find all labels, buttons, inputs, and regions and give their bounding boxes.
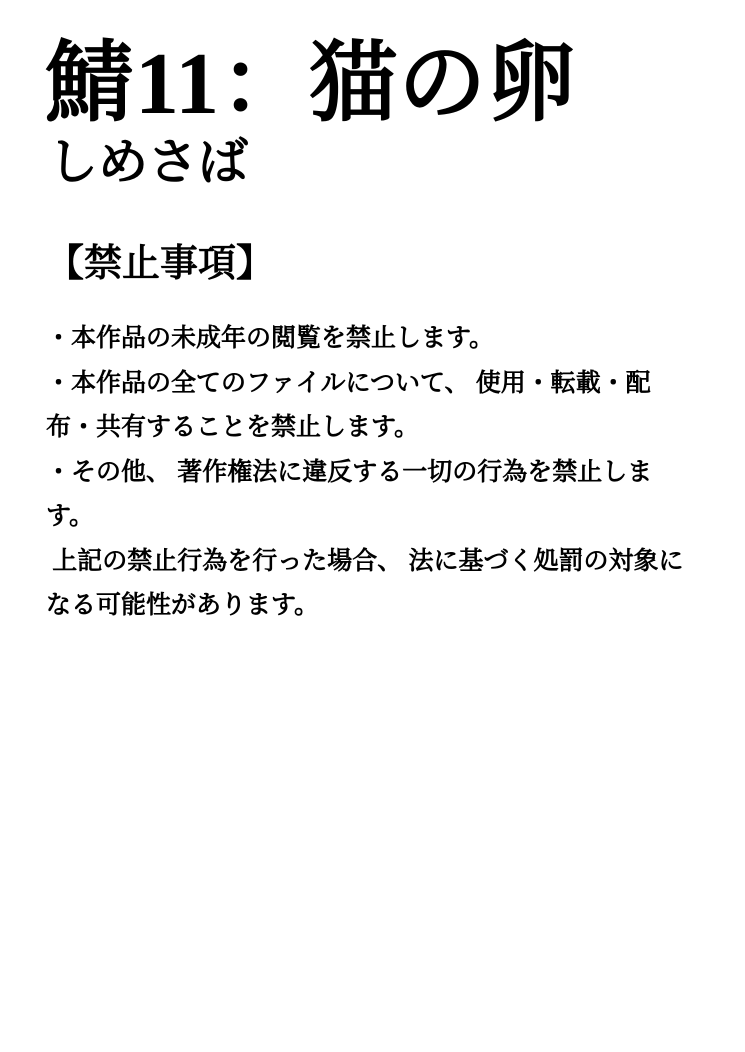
author-name: しめさば xyxy=(48,133,248,190)
prohibition-list xyxy=(46,317,699,629)
page-title: 鯖11：猫の卵 xyxy=(46,36,577,133)
prohibition-item: ・本作品の全てのファイルについて、 使用・転載・配布・共有することを禁止します。 xyxy=(46,369,651,442)
prohibition-warning: 上記の禁止行為を行った場合、 法に基づく処罰の対象になる可能性があります。 xyxy=(46,547,684,620)
section-heading-prohibitions: 【禁止事項】 xyxy=(46,242,275,285)
prohibition-item: ・本作品の未成年の閲覧を禁止します。 xyxy=(46,325,495,353)
prohibition-item: ・その他、 著作権法に違反する一切の行為を禁止します。 xyxy=(46,458,653,531)
